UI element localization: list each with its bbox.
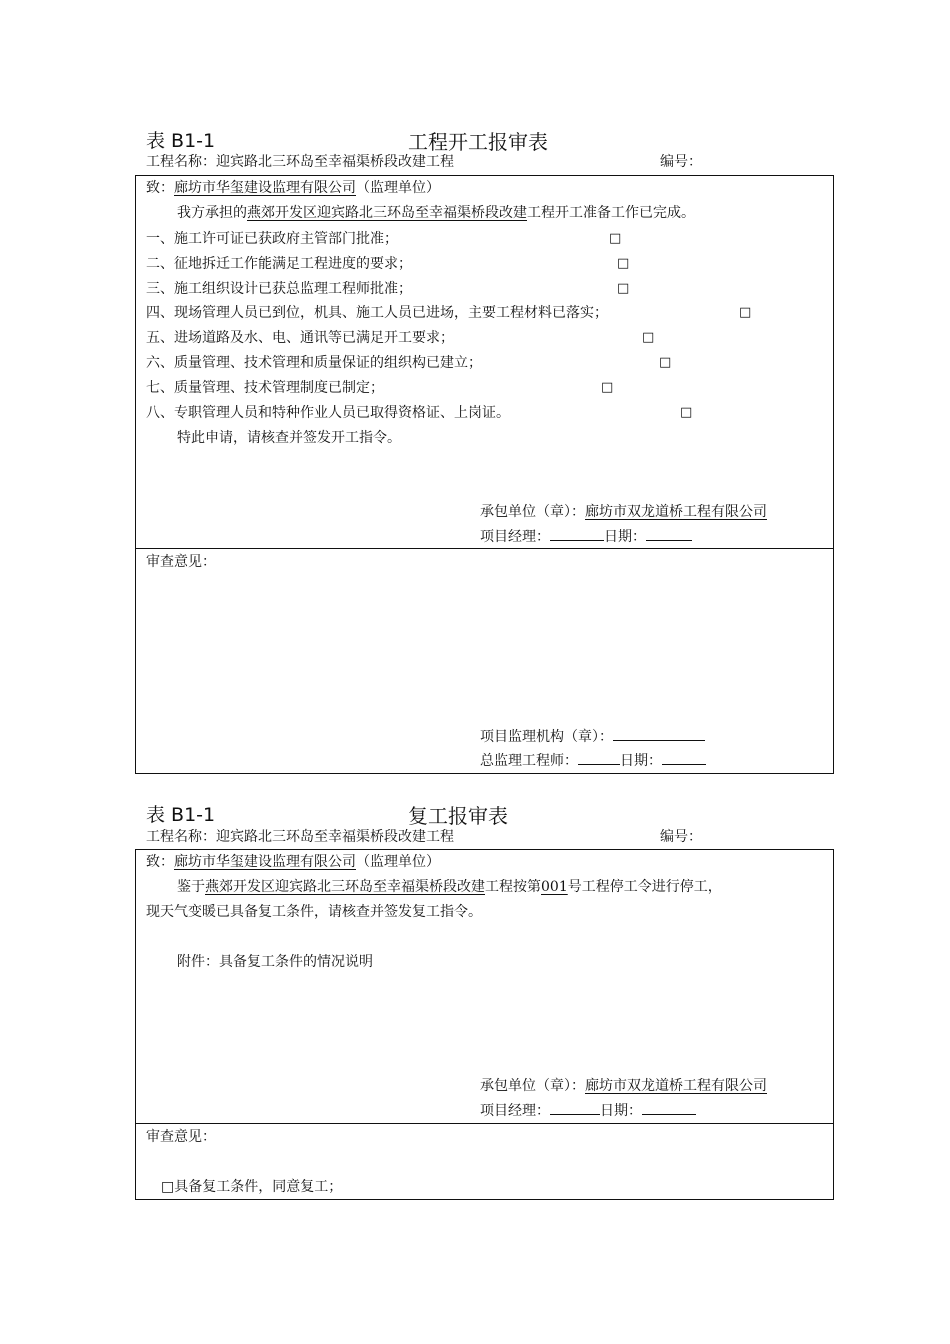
form1-item-8: 八、专职管理人员和特种作业人员已取得资格证、上岗证。 [146,405,510,421]
form2-contractor [480,1077,767,1095]
form2-review-label: 审查意见： [146,1129,216,1145]
form1-chief-date-blank[interactable] [662,752,706,765]
form1-number-label: 编号： [660,154,702,170]
form2-body-project: 燕郊开发区迎宾路北三环岛至幸福渠桥段改建 [205,879,485,895]
form1-supervision-org-row [480,728,705,746]
form1-intro [177,204,695,222]
form2-option-1-label: 具备复工条件，同意复工； [174,1179,343,1195]
form1-date-label: 日期： [604,529,646,545]
form1-manager-row [480,528,692,546]
form1-code: 表 B1-1 [146,130,216,152]
form1-item-3: 三、施工组织设计已获总监理工程师批准； [146,281,412,297]
form1-checkbox-5[interactable]: □ [642,330,655,345]
form1-manager-label: 项目经理： [480,529,550,545]
form2-contractor-label: 承包单位（章）： [480,1078,585,1094]
form2-supervisor-suffix: （监理单位） [356,854,440,870]
form2-table [135,849,834,1200]
form2-manager-blank[interactable] [550,1102,600,1115]
form2-project-row [146,828,454,846]
form1-item-1: 一、施工许可证已获政府主管部门批准； [146,231,398,247]
form2-number-label: 编号： [660,829,702,845]
form1-item-5: 五、进场道路及水、电、通讯等已满足开工要求； [146,330,454,346]
form2-to-prefix: 致： [146,854,174,870]
form2-project-name: 迎宾路北三环岛至幸福渠桥段改建工程 [216,829,454,845]
form1-chief-date-label: 日期： [620,753,662,769]
form1-chief-engineer-label: 总监理工程师： [480,753,578,769]
form2-project-label: 工程名称： [146,829,216,845]
form1-project-row [146,153,454,171]
form1-checkbox-4[interactable]: □ [739,305,752,320]
form1-checkbox-8[interactable]: □ [680,405,693,420]
form2-manager-label: 项目经理： [480,1103,550,1119]
form1-manager-blank[interactable] [550,528,604,541]
form1-item-7: 七、质量管理、技术管理制度已制定； [146,380,384,396]
form1-intro-project: 燕郊开发区迎宾路北三环岛至幸福渠桥段改建 [247,205,527,221]
form1-review-label: 审查意见： [146,554,216,570]
form1-contractor [480,503,767,521]
form1-checkbox-2[interactable]: □ [617,256,630,271]
form1-to-prefix: 致： [146,180,174,196]
form2-date-blank[interactable] [642,1102,696,1115]
form1-chief-row [480,752,706,770]
form2-attachment: 附件：具备复工条件的情况说明 [177,954,373,970]
form1-chief-engineer-blank[interactable] [578,752,620,765]
form1-item-4: 四、现场管理人员已到位，机具、施工人员已进场，主要工程材料已落实； [146,305,608,321]
form2-option-1-checkbox[interactable]: □ [161,1179,175,1195]
form2-body-post: 号工程停工令进行停工， [567,879,722,895]
form1-checkbox-6[interactable]: □ [659,355,672,370]
form1-checkbox-3[interactable]: □ [617,281,630,296]
form2-code: 表 B1-1 [146,804,216,826]
form1-item-6: 六、质量管理、技术管理和质量保证的组织构已建立； [146,355,482,371]
form1-contractor-name: 廊坊市双龙道桥工程有限公司 [585,504,767,520]
form1-divider [135,548,834,549]
form2-body-pre: 鉴于 [177,879,205,895]
form1-addressee [146,179,440,197]
form2-body-line2: 现天气变暖已具备复工条件，请核查并签发复工指令。 [146,904,482,920]
form1-supervision-org-label: 项目监理机构（章）： [480,729,613,745]
form2-date-label: 日期： [600,1103,642,1119]
form1-project-name: 迎宾路北三环岛至幸福渠桥段改建工程 [216,154,454,170]
form1-intro-post: 工程开工准备工作已完成。 [527,205,695,221]
form2-manager-row [480,1102,696,1120]
form2-order-no: 001 [541,879,568,895]
form2-option-1 [161,1178,342,1196]
form1-item-2: 二、征地拆迁工作能满足工程进度的要求； [146,256,412,272]
form2-contractor-name: 廊坊市双龙道桥工程有限公司 [585,1078,767,1094]
form1-checkbox-1[interactable]: □ [609,231,622,246]
form1-checkbox-7[interactable]: □ [601,380,614,395]
form2-divider [135,1123,834,1124]
form1-supervision-org-blank[interactable] [613,728,705,741]
form1-request: 特此申请，请核查并签发开工指令。 [177,430,401,446]
form2-title: 复工报审表 [408,804,508,828]
form1-title: 工程开工报审表 [408,130,548,154]
form1-contractor-label: 承包单位（章）： [480,504,585,520]
form1-supervisor-suffix: （监理单位） [356,180,440,196]
form1-supervisor-unit: 廊坊市华玺建设监理有限公司 [174,180,356,196]
form2-supervisor-unit: 廊坊市华玺建设监理有限公司 [174,854,356,870]
form2-body-line1 [177,878,722,896]
form2-body-mid: 工程按第 [485,879,541,895]
form1-project-label: 工程名称： [146,154,216,170]
form1-intro-pre: 我方承担的 [177,205,247,221]
form1-date-blank[interactable] [646,528,692,541]
form2-addressee [146,853,440,871]
